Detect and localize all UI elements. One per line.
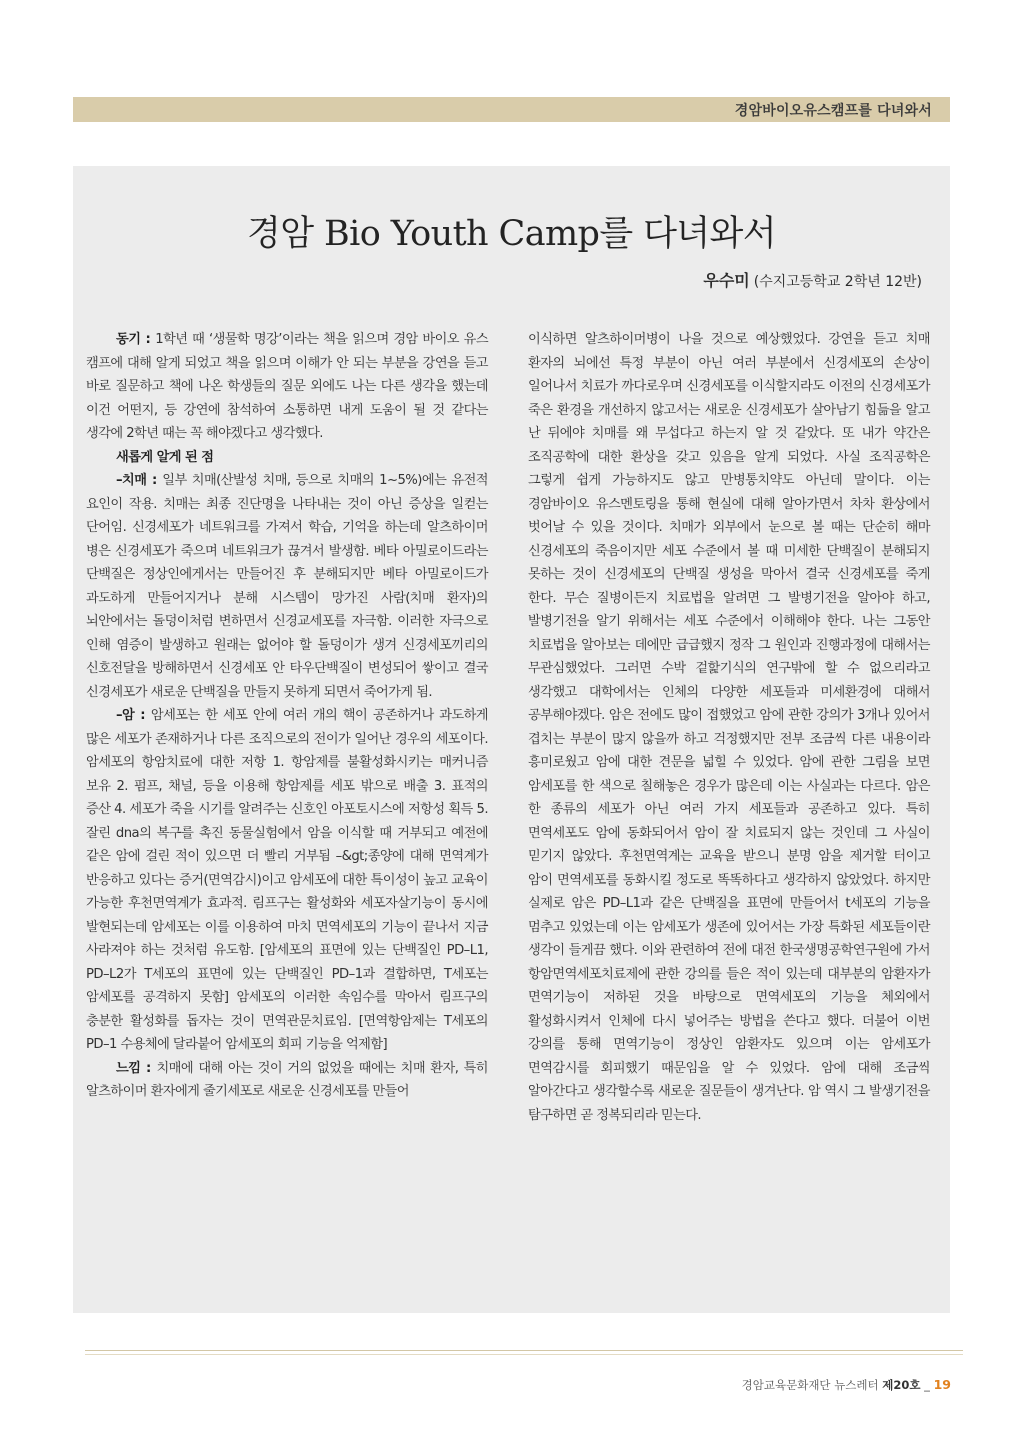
learned-heading-paragraph: [86, 446, 488, 470]
motive-paragraph: [86, 328, 488, 446]
impression-continuation-paragraph: 이식하면 알츠하이머병이 나을 것으로 예상했었다. 강연을 듣고 치매 환자의 뇌에선 특정 부분이 아닌 여러 부분에서 신경세포의 손상이 일어나서 치료가 까다로우며 신경세포를 이식할지라도 이전의 신경세포가 죽은 환경을 개선하지 않고서는 새로운 신경세포가 살아남기 힘듦을 알고 난 뒤에야 치매를 왜 무섭다고 하는지 알 것 같았다. 또 내가 약간은 조직공학에 대한 환상을 갖고 있음을 알게 되었다. 사실 조직공학은 그렇게 쉽게 가능하지도 않고 만병통치약도 아닌데 말이다. 이는 경암바이오 유스멘토링을 통해 현실에 대해 알아가면서 차차 환상에서 벗어날 수 있을 것이다. 치매가 외부에서 눈으로 볼 때는 단순히 해마 신경세포의 죽음이지만 세포 수준에서 볼 때 미세한 단백질이 분해되지 못하는 것이 신경세포의 단백질 생성을 막아서 결국 신경세포를 죽게 한다. 무슨 질병이든지 치료법을 알려면 그 발병기전을 알아야 하고, 발병기전을 알기 위해서는 세포 수준에서 이해해야 한다. 나는 그동안 치료법을 알아보는 데에만 급급했지 정작 그 원인과 진행과정에 대해서는 무관심했었다. 그러면 수박 겉핥기식의 연구밖에 할 수 없으리라고 생각했고 대학에서는 인체의 다양한 세포들과 미세환경에 대해서 공부해야겠다. 암은 전에도 많이 접했었고 암에 관한 강의가 3개나 있어서 겹치는 부분이 많지 않을까 하고 걱정했지만 전부 조금씩 다른 내용이라 흥미로웠고 암에 대한 견문을 넓힐 수 있었다. 암에 관한 그림을 보면 암세포를 한 색으로 칠해놓은 경우가 많은데 이는 사실과는 다르다. 암은 한 종류의 세포가 아닌 여러 가지 세포들과 공존하고 있다. 특히 면역세포도 암에 동화되어서 암이 잘 치료되지 않는 것인데 그 사실이 믿기지 않았다. 후천면역계는 교육을 받으니 분명 암을 제거할 터이고 암이 면역세포를 동화시킬 정도로 똑똑하다고 생각하지 않았었다. 하지만 실제로 암은 PD–L1과 같은 단백질을 표면에 만들어서 t세포의 기능을 멈추고 있었는데 이는 암세포가 생존에 있어서는 가장 특화된 세포들이란 생각이 들게끔 했다. 이와 관련하여 전에 대전 한국생명공학연구원에 가서 항암면역세포치료제에 관한 강의를 들은 적이 있는데 대부분의 암환자가 면역기능이 저하된 것을 바탕으로 면역세포의 기능을 체외에서 활성화시켜서 인체에 다시 넣어주는 방법을 쓴다고 했다. 더불어 이번 강의를 통해 면역기능이 정상인 암환자도 있으며 이는 암세포가 면역감시를 회피했기 때문임을 알 수 있었다. 암에 대해 조금씩 알아간다고 생각할수록 새로운 질문들이 생겨난다. 암 역시 그 발생기전을 탐구하면 곧 정복되리라 믿는다.: [528, 332, 930, 1123]
motive-label: 동기 :: [116, 332, 156, 347]
article-column-left: [86, 328, 488, 1104]
footer-publisher: 경암교육문화재단 뉴스레터: [741, 1378, 883, 1392]
dementia-label: –치매 :: [116, 473, 163, 488]
section-header-bar: [73, 97, 950, 122]
article-title: 경암 Bio Youth Camp를 다녀와서: [247, 214, 776, 254]
author-affiliation: (수지고등학교 2학년 12반): [753, 274, 922, 290]
footer-divider-secondary: [85, 1354, 963, 1355]
cancer-label: –암 :: [116, 708, 151, 723]
author-name: 우수미: [703, 271, 750, 290]
motive-text: 1학년 때 ‘생물학 명강’이라는 책을 읽으며 경암 바이오 유스 캠프에 대해 알게 되었고 책을 읽으며 이해가 안 되는 부분을 강연을 듣고 바로 질문하고 책에 나온 학생들의 질문 외에도 나는 다른 생각을 했는데 이건 어떤지, 등 강연에 참석하여 소통하면 내게 도움이 될 것 같다는 생각에 2학년 때는 꼭 해야겠다고 생각했다.: [86, 332, 489, 441]
footer-issue: 제20호: [882, 1378, 921, 1392]
article-panel: [73, 166, 950, 1313]
dementia-paragraph: [86, 469, 488, 704]
impression-paragraph: [86, 1057, 488, 1104]
footer: [742, 1377, 951, 1393]
dementia-text: 일부 치매(산발성 치매, 등으로 치매의 1~5%)에는 유전적 요인이 작용. 치매는 최종 진단명을 나타내는 것이 아닌 증상을 일컫는 단어임. 신경세포가 네트워크를 가져서 학습, 기억을 하는데 알츠하이머 병은 신경세포가 죽으며 네트워크가 끊겨서 발생함. 베타 아밀로이드라는 단백질은 정상인에게서는 만들어진 후 분해되지만 베타 아밀로이드가 과도하게 만들어지거나 분해 시스템이 망가진 사람(치매 환자)의 뇌안에서는 돌덩이처럼 변하면서 신경교세포를 자극함. 이러한 자극으로 인해 염증이 발생하고 원래는 없어야 할 돌덩이가 생겨 신경세포끼리의 신호전달을 방해하면서 신경세포 안 타우단백질이 변성되어 쌓이고 결국 신경세포가 새로운 단백질을 만들지 못하게 되면서 죽어가게 됨.: [86, 473, 488, 700]
byline: [703, 268, 922, 291]
footer-separator: _: [920, 1378, 934, 1392]
impression-text: 치매에 대해 아는 것이 거의 없었을 때에는 치매 환자, 특히 알츠하이머 환자에게 줄기세포로 새로운 신경세포를 만들어: [86, 1060, 488, 1099]
cancer-paragraph: [86, 704, 488, 1057]
page-number: 19: [933, 1377, 951, 1392]
article-column-right: [528, 328, 930, 1127]
learned-heading: 새롭게 알게 된 점: [116, 449, 214, 465]
section-header-title: 경암바이오유스캠프를 다녀와서: [734, 102, 932, 119]
impression-label: 느낌 :: [116, 1060, 157, 1076]
cancer-text: 암세포는 한 세포 안에 여러 개의 핵이 공존하거나 과도하게 많은 세포가 존재하거나 다른 조직으로의 전이가 일어난 경우의 세포이다. 암세포의 항암치료에 대한 저항 1. 항암제를 불활성화시키는 매커니즘 보유 2. 펌프, 채널, 등을 이용해 항암제를 세포 밖으로 배출 3. 표적의 증산 4. 세포가 죽을 시기를 알려주는 신호인 아포토시스에 저항성 획득 5. 잘린 dna의 복구를 촉진 동물실험에서 암을 이식할 때 거부되고 예전에 같은 암에 걸린 적이 있으면 더 빨리 거부됨 –&gt;종양에 대해 면역계가 반응하고 있다는 증거(면역감시)이고 암세포에 대한 특이성이 높고 교육이 가능한 후천면역계가 효과적. 림프구는 활성화와 세포자살기능이 동시에 발현되는데 암세포는 이를 이용하여 마치 면역세포의 기능이 끝나서 지금 사라져야 하는 것처럼 유도함. [암세포의 표면에 있는 단백질인 PD–L1, PD–L2가 T세포의 표면에 있는 단백질인 PD–1과 결합하면, T세포는 암세포를 공격하지 못함] 암세포의 이러한 속임수를 막아서 림프구의 충분한 활성화를 돕자는 것이 면역관문치료임. [면역항암제는 T세포의 PD–1 수용체에 달라붙어 암세포의 회피 기능을 억제함]: [86, 708, 488, 1052]
footer-divider: [85, 1350, 963, 1351]
